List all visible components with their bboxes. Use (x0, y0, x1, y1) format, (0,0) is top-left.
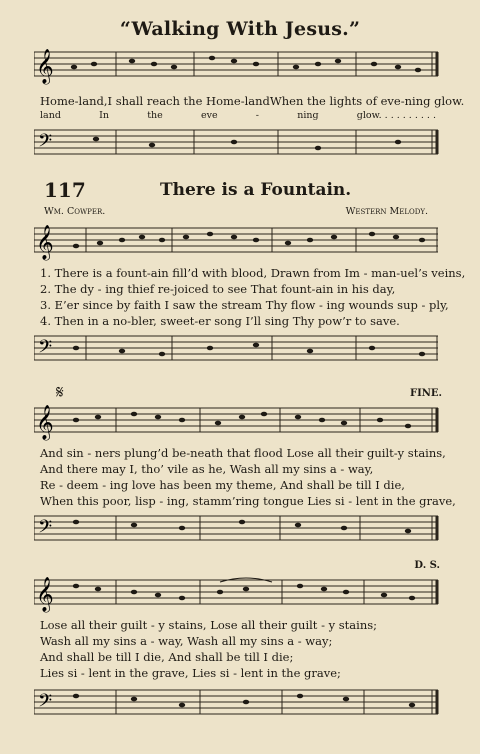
treble-clef-icon: 𝄞 (36, 405, 54, 440)
fine-label: FINE. (409, 388, 442, 399)
verse-line-7: Re - deem - ing love has been my theme, And shall be till I die, (40, 478, 405, 492)
verse-line-5: And sin - ners plung’d be-neath that flood Lose all their guilt-y stains, (40, 446, 446, 460)
top-lyric-line: Home-land, I shall reach the Home-land When the lights of eve-ning glow. (40, 94, 465, 108)
treble-clef-icon: 𝄞 (36, 49, 54, 84)
bass-clef-icon: 𝄢 (38, 337, 53, 362)
author-credit: Wm. Cowper. (44, 206, 106, 217)
system3-treble-staff (34, 572, 444, 614)
bass-clef-icon: 𝄢 (38, 131, 53, 156)
hymn-title: There is a Fountain. (160, 180, 352, 200)
bass-clef-icon: 𝄢 (38, 517, 53, 542)
top-treble-staff (34, 44, 444, 86)
verse-line-9: Lose all their guilt - y stains, Lose all their guilt - y stains; (40, 618, 378, 632)
segno-sign: 𝄋 (56, 382, 64, 403)
system1-treble-staff (34, 220, 444, 262)
bass-clef-icon: 𝄢 (38, 691, 53, 716)
verse-line-1: 1. There is a fount-ain fill’d with blood, Drawn from Im - man-uel’s veins, (40, 266, 466, 280)
top-bass-staff (34, 124, 444, 164)
top-bass-lyric-line: land In the eve - ning glow. . . . . . . . . . (40, 110, 436, 121)
tune-credit: Western Melody. (345, 206, 428, 217)
hymn-number: 117 (44, 178, 86, 202)
verse-line-8: When this poor, lisp - ing, stamm’ring tongue Lies si - lent in the grave, (40, 494, 456, 508)
system2-bass-staff (34, 510, 444, 550)
treble-clef-icon: 𝄞 (36, 577, 54, 612)
system3-bass-staff (34, 684, 444, 724)
verse-line-3: 3. E’er since by faith I saw the stream Thy flow - ing wounds sup - ply, (40, 298, 449, 312)
verse-line-11: And shall be till I die, And shall be till I die; (40, 650, 294, 664)
system2-treble-staff (34, 400, 444, 442)
verse-line-4: 4. Then in a no-bler, sweet-er song I’ll sing Thy pow’r to save. (40, 314, 400, 328)
verse-line-10: Wash all my sins a - way, Wash all my sins a - way; (40, 634, 333, 648)
ds-label: D. S. (414, 560, 440, 571)
top-hymn-title: “Walking With Jesus.” (119, 18, 361, 40)
system1-bass-staff (34, 330, 444, 370)
verse-line-6: And there may I, tho’ vile as he, Wash all my sins a - way, (40, 462, 374, 476)
verse-line-2: 2. The dy - ing thief re-joiced to see That fount-ain in his day, (40, 282, 396, 296)
treble-clef-icon: 𝄞 (36, 225, 54, 260)
verse-line-12: Lies si - lent in the grave, Lies si - lent in the grave; (40, 666, 341, 680)
